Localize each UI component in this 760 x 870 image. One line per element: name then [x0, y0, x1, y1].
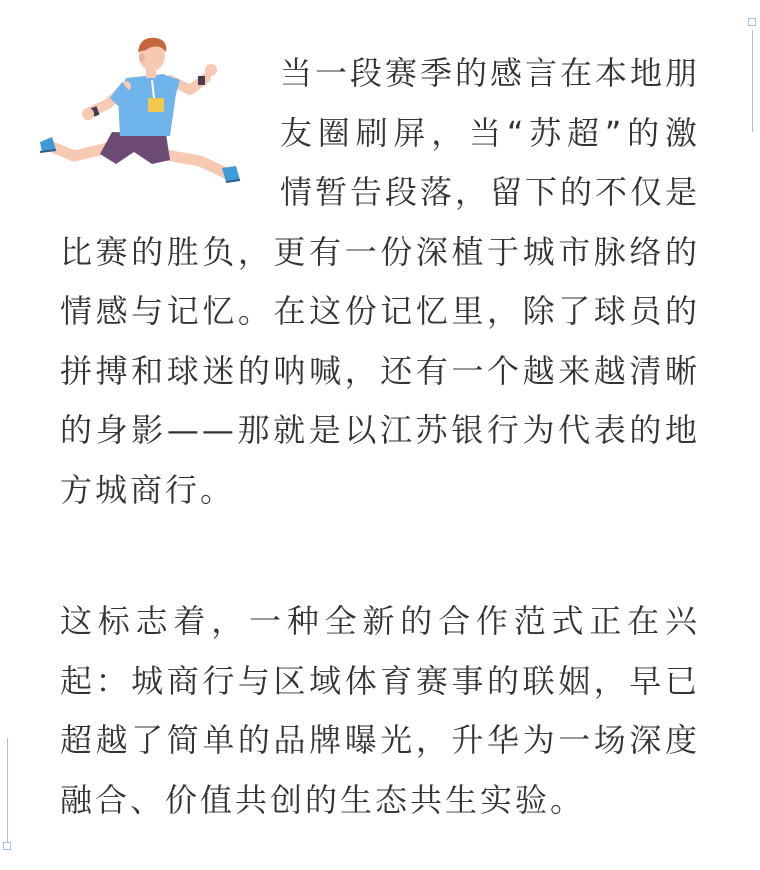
frame-line-right	[752, 30, 753, 132]
frame-corner-top-right	[748, 18, 756, 26]
illustration-spacer	[60, 44, 280, 222]
frame-line-left	[7, 738, 8, 844]
frame-corner-bottom-left	[3, 842, 11, 850]
paragraph-intro	[60, 44, 700, 520]
paragraph-cooperation: 这标志着，一种全新的合作范式正在兴起：城商行与区域体育赛事的联姻，早已超越了简单的品牌曝光，升华为一场深度融合、价值共创的生态共生实验。	[60, 602, 700, 819]
paragraph-intro-text: 当一段赛季的感言在本地朋友圈刷屏，当“苏超”的激情暂告段落，留下的不仅是比赛的胜负，更有一份深植于城市脉络的情感与记忆。在这份记忆里，除了球员的拼搏和球迷的呐喊，还有一个越来越清晰的身影——那就是以江苏银行为代表的地方城商行。	[60, 54, 701, 509]
